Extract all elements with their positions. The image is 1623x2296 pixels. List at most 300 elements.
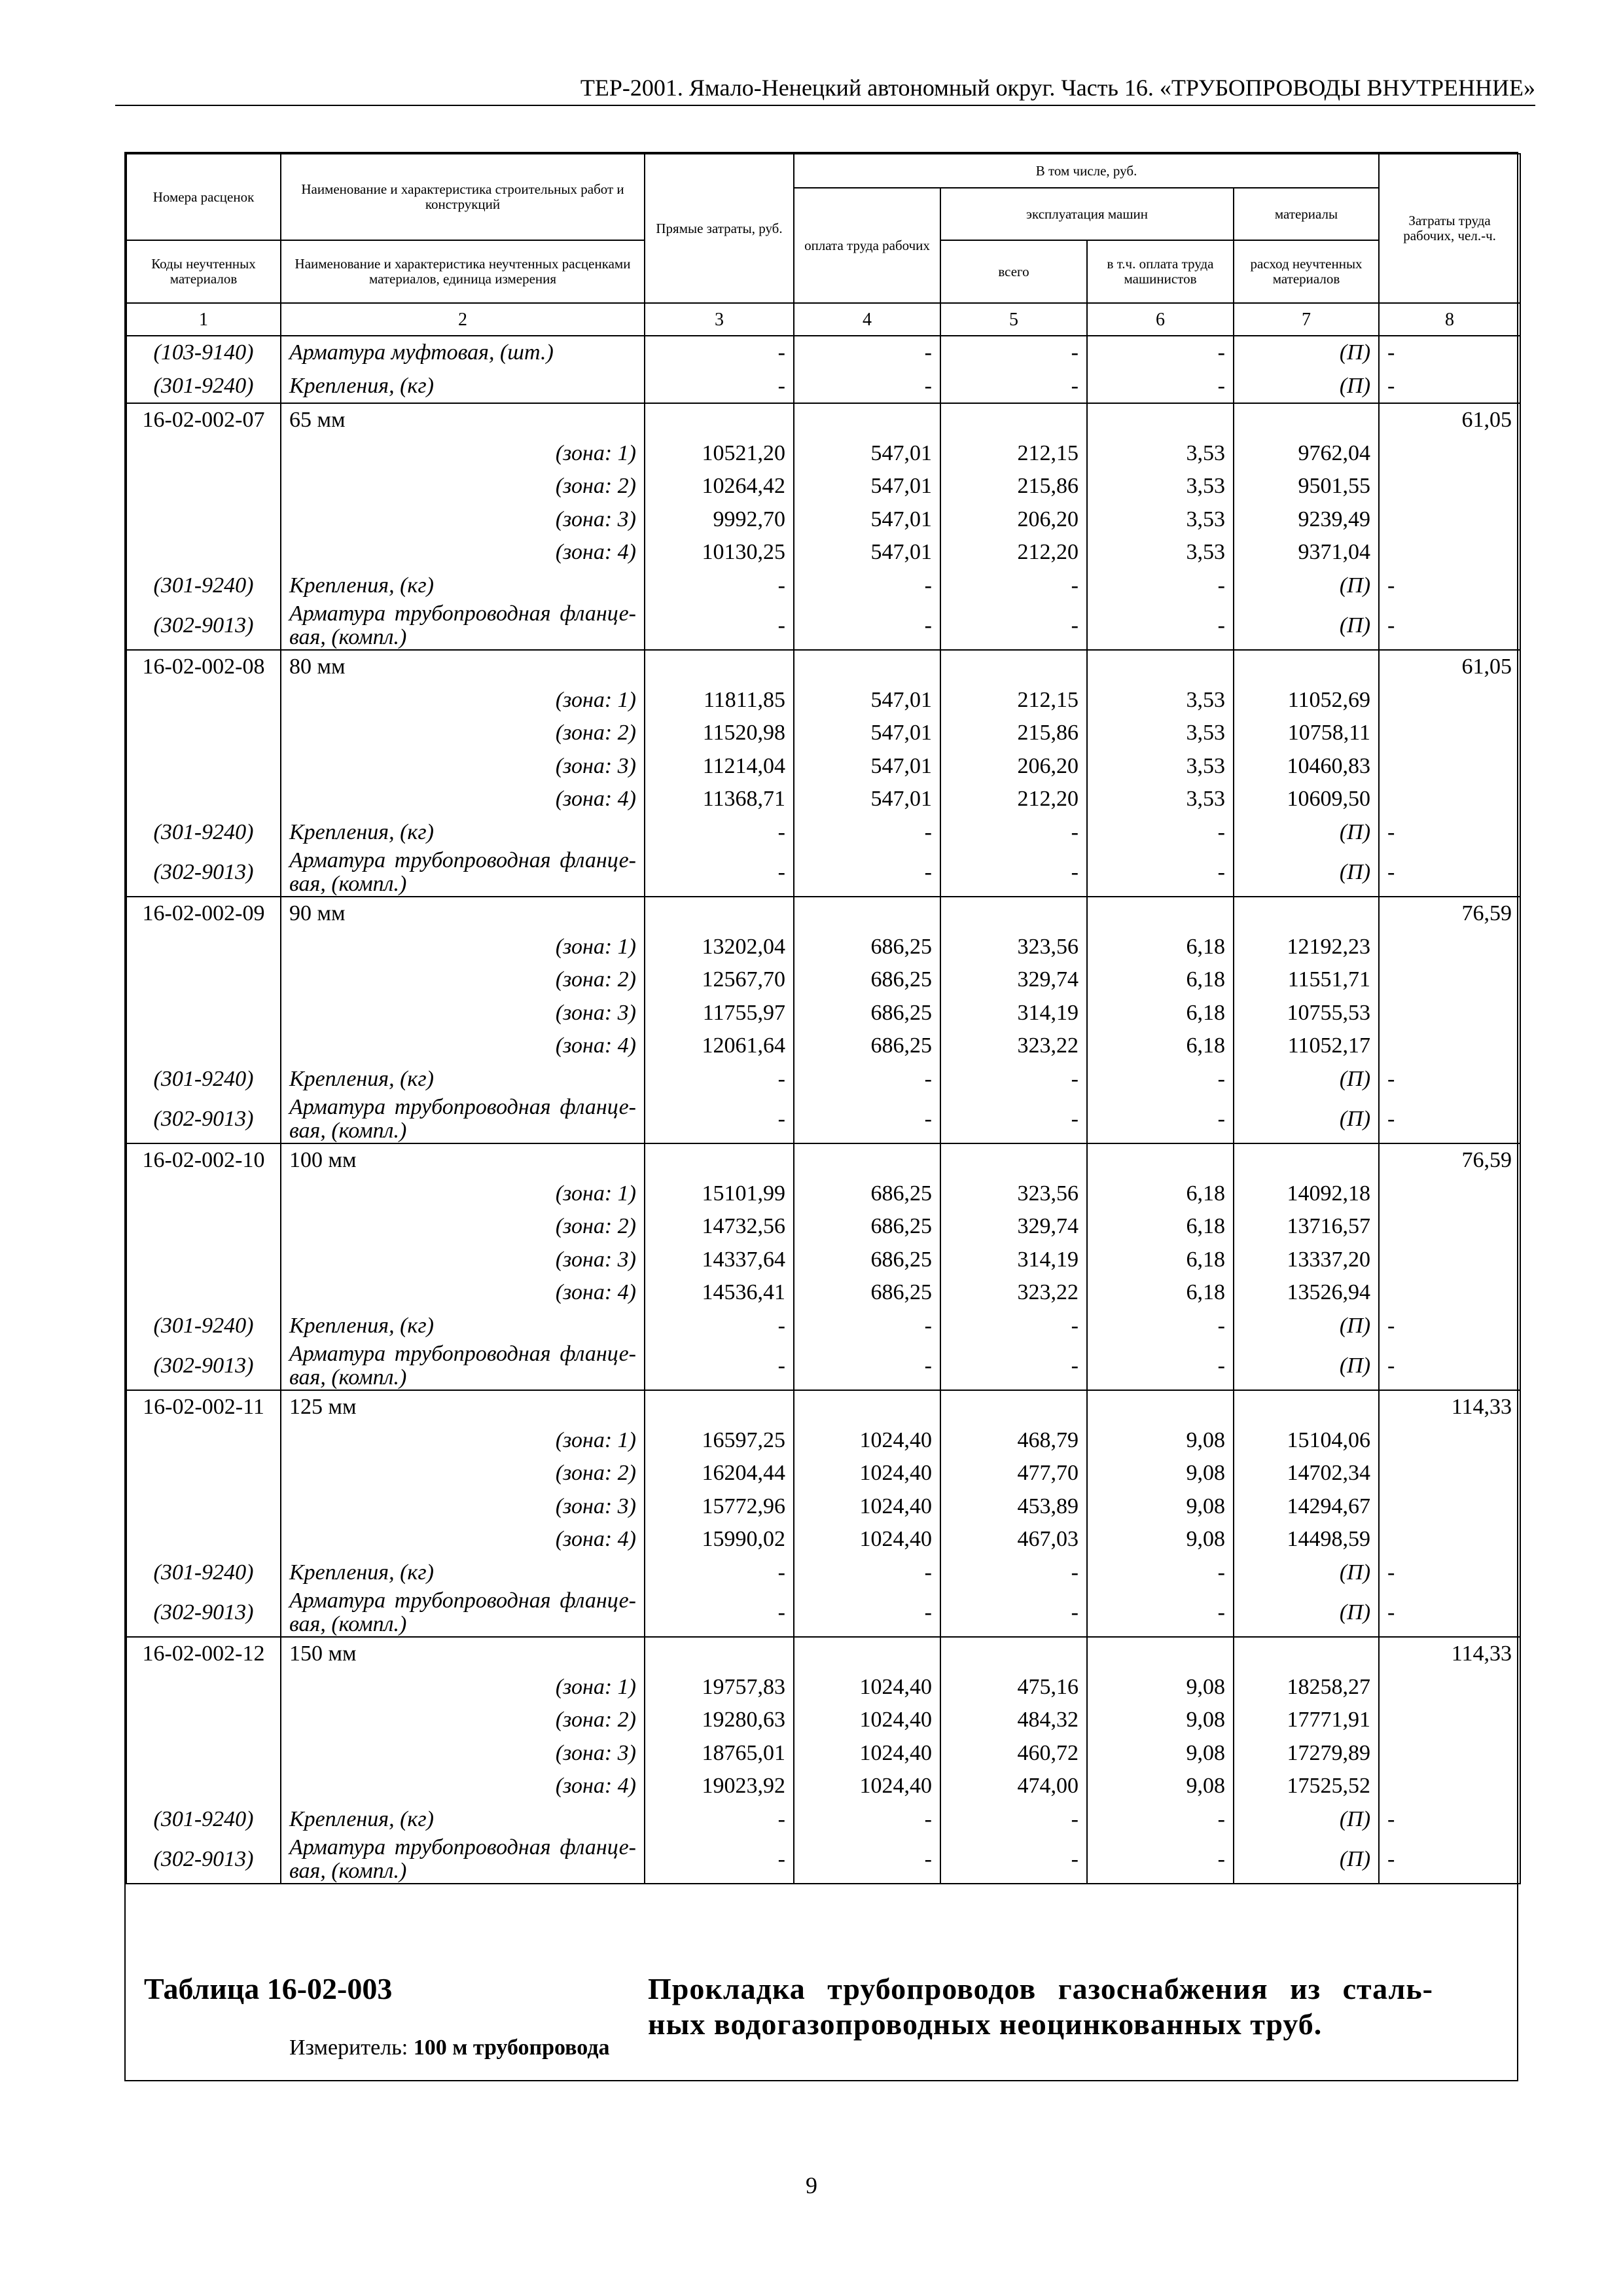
direct-cost: 13202,04 bbox=[645, 931, 794, 964]
labor-cost: 61,05 bbox=[1379, 403, 1520, 437]
material-name: Крепления, (кг) bbox=[281, 1803, 645, 1837]
direct-cost: 14732,56 bbox=[645, 1210, 794, 1244]
worker-wages: 1024,40 bbox=[794, 1457, 940, 1490]
material-row bbox=[126, 1096, 1520, 1143]
rates-table bbox=[126, 153, 1521, 1893]
empty-cell bbox=[940, 897, 1087, 931]
zone-row bbox=[126, 1490, 1520, 1524]
zone-row bbox=[126, 1244, 1520, 1277]
empty-cell bbox=[1379, 717, 1520, 750]
empty-cell bbox=[1234, 1637, 1379, 1671]
machine-wages: 9,08 bbox=[1087, 1424, 1234, 1458]
labor-cost: 76,59 bbox=[1379, 897, 1520, 931]
material-row bbox=[126, 1589, 1520, 1637]
machine-wages: 3,53 bbox=[1087, 470, 1234, 503]
materials-cost: 10460,83 bbox=[1234, 750, 1379, 783]
material-name: Крепления, (кг) bbox=[281, 816, 645, 850]
empty-cell bbox=[1087, 1637, 1234, 1671]
worker-wages: 1024,40 bbox=[794, 1424, 940, 1458]
rate-code: 16-02-002-07 bbox=[126, 403, 281, 437]
machine-wages: 9,08 bbox=[1087, 1523, 1234, 1556]
empty-cell bbox=[126, 997, 281, 1030]
worker-wages: 547,01 bbox=[794, 684, 940, 717]
machines-total: 484,32 bbox=[940, 1704, 1087, 1737]
materials-cost: 10758,11 bbox=[1234, 717, 1379, 750]
rate-size: 65 мм bbox=[281, 403, 645, 437]
empty-cell bbox=[1379, 503, 1520, 537]
materials-cost: (П) bbox=[1234, 1589, 1379, 1637]
labor-cost: - bbox=[1379, 1063, 1520, 1096]
material-code: (301-9240) bbox=[126, 1063, 281, 1096]
empty-cell bbox=[1234, 403, 1379, 437]
empty-cell bbox=[1234, 1390, 1379, 1424]
labor-cost: - bbox=[1379, 1836, 1520, 1884]
rate-code: 16-02-002-12 bbox=[126, 1637, 281, 1671]
labor-cost: - bbox=[1379, 1803, 1520, 1837]
worker-wages: - bbox=[794, 1096, 940, 1143]
materials-cost: 9501,55 bbox=[1234, 470, 1379, 503]
direct-cost: - bbox=[645, 1836, 794, 1884]
empty-cell bbox=[1379, 684, 1520, 717]
direct-cost: 9992,70 bbox=[645, 503, 794, 537]
empty-cell bbox=[794, 897, 940, 931]
worker-wages: - bbox=[794, 370, 940, 404]
material-code: (302-9013) bbox=[126, 849, 281, 897]
material-code: (302-9013) bbox=[126, 1836, 281, 1884]
direct-cost: - bbox=[645, 602, 794, 650]
empty-cell bbox=[794, 1390, 940, 1424]
empty-cell bbox=[1379, 997, 1520, 1030]
header-machines-total: всего bbox=[940, 240, 1087, 303]
material-name: Арматура трубопроводная фланце-вая, (компл.) bbox=[281, 602, 645, 650]
materials-cost: 10609,50 bbox=[1234, 783, 1379, 816]
machine-wages: 6,18 bbox=[1087, 963, 1234, 997]
empty-cell bbox=[1234, 650, 1379, 684]
direct-cost: 11520,98 bbox=[645, 717, 794, 750]
worker-wages: 547,01 bbox=[794, 470, 940, 503]
machines-total: 329,74 bbox=[940, 1210, 1087, 1244]
zone-row bbox=[126, 1671, 1520, 1704]
labor-cost: - bbox=[1379, 569, 1520, 603]
material-name: Арматура муфтовая, (шт.) bbox=[281, 336, 645, 370]
zone-row bbox=[126, 437, 1520, 471]
empty-cell bbox=[1379, 783, 1520, 816]
labor-cost: - bbox=[1379, 370, 1520, 404]
machines-total: 460,72 bbox=[940, 1737, 1087, 1770]
materials-cost: (П) bbox=[1234, 816, 1379, 850]
measure-line bbox=[289, 2036, 610, 2060]
rate-code: 16-02-002-10 bbox=[126, 1143, 281, 1177]
empty-cell bbox=[794, 650, 940, 684]
machine-wages: 3,53 bbox=[1087, 437, 1234, 471]
machines-total: - bbox=[940, 1803, 1087, 1837]
empty-cell bbox=[126, 931, 281, 964]
material-row bbox=[126, 569, 1520, 603]
worker-wages: 686,25 bbox=[794, 1177, 940, 1211]
materials-cost: 14702,34 bbox=[1234, 1457, 1379, 1490]
labor-cost: 61,05 bbox=[1379, 650, 1520, 684]
zone-row bbox=[126, 684, 1520, 717]
worker-wages: - bbox=[794, 569, 940, 603]
machines-total: 212,15 bbox=[940, 437, 1087, 471]
worker-wages: 686,25 bbox=[794, 1030, 940, 1063]
labor-cost: - bbox=[1379, 816, 1520, 850]
materials-cost: 17279,89 bbox=[1234, 1737, 1379, 1770]
zone-row bbox=[126, 931, 1520, 964]
machine-wages: 3,53 bbox=[1087, 684, 1234, 717]
machines-total: 215,86 bbox=[940, 470, 1087, 503]
machines-total: - bbox=[940, 1836, 1087, 1884]
zone-label: (зона: 4) bbox=[281, 1276, 645, 1310]
empty-cell bbox=[940, 1637, 1087, 1671]
machines-total: 314,19 bbox=[940, 997, 1087, 1030]
worker-wages: - bbox=[794, 602, 940, 650]
labor-cost: - bbox=[1379, 1310, 1520, 1343]
zone-label: (зона: 3) bbox=[281, 750, 645, 783]
direct-cost: 18765,01 bbox=[645, 1737, 794, 1770]
worker-wages: 547,01 bbox=[794, 750, 940, 783]
zone-row bbox=[126, 1704, 1520, 1737]
material-row bbox=[126, 816, 1520, 850]
machine-wages: 6,18 bbox=[1087, 1210, 1234, 1244]
materials-cost: 14498,59 bbox=[1234, 1523, 1379, 1556]
zone-label: (зона: 3) bbox=[281, 503, 645, 537]
direct-cost: 11755,97 bbox=[645, 997, 794, 1030]
empty-cell bbox=[645, 1390, 794, 1424]
empty-cell bbox=[940, 403, 1087, 437]
zone-row bbox=[126, 1276, 1520, 1310]
material-name: Арматура трубопроводная фланце-вая, (компл.) bbox=[281, 1836, 645, 1884]
machine-wages: - bbox=[1087, 569, 1234, 603]
materials-cost: (П) bbox=[1234, 602, 1379, 650]
machines-total: - bbox=[940, 370, 1087, 404]
material-code: (301-9240) bbox=[126, 1310, 281, 1343]
empty-cell bbox=[126, 1030, 281, 1063]
empty-cell bbox=[126, 1704, 281, 1737]
empty-cell bbox=[1379, 437, 1520, 471]
empty-cell bbox=[126, 1210, 281, 1244]
material-code: (103-9140) bbox=[126, 336, 281, 370]
zone-label: (зона: 2) bbox=[281, 1704, 645, 1737]
empty-cell bbox=[126, 437, 281, 471]
machines-total: 453,89 bbox=[940, 1490, 1087, 1524]
material-code: (302-9013) bbox=[126, 1589, 281, 1637]
machine-wages: 6,18 bbox=[1087, 1276, 1234, 1310]
zone-row bbox=[126, 1737, 1520, 1770]
machine-wages: 3,53 bbox=[1087, 503, 1234, 537]
table-header bbox=[126, 154, 1520, 336]
empty-cell bbox=[126, 1490, 281, 1524]
machines-total: 323,56 bbox=[940, 1177, 1087, 1211]
table-caption bbox=[124, 1939, 1518, 2081]
empty-cell bbox=[645, 403, 794, 437]
worker-wages: 1024,40 bbox=[794, 1737, 940, 1770]
machines-total: - bbox=[940, 1310, 1087, 1343]
direct-cost: 19023,92 bbox=[645, 1770, 794, 1803]
machine-wages: 3,53 bbox=[1087, 783, 1234, 816]
machines-total: 467,03 bbox=[940, 1523, 1087, 1556]
rate-row bbox=[126, 650, 1520, 684]
worker-wages: 547,01 bbox=[794, 717, 940, 750]
empty-cell bbox=[126, 1424, 281, 1458]
direct-cost: 14337,64 bbox=[645, 1244, 794, 1277]
machines-total: 323,22 bbox=[940, 1276, 1087, 1310]
empty-cell bbox=[1379, 750, 1520, 783]
col-number: 7 bbox=[1234, 303, 1379, 336]
materials-cost: 12192,23 bbox=[1234, 931, 1379, 964]
material-row bbox=[126, 849, 1520, 897]
header-direct-costs: Прямые затраты, руб. bbox=[645, 154, 794, 303]
empty-cell bbox=[126, 1177, 281, 1211]
machine-wages: 9,08 bbox=[1087, 1671, 1234, 1704]
rate-size: 90 мм bbox=[281, 897, 645, 931]
zone-label: (зона: 1) bbox=[281, 1177, 645, 1211]
empty-cell bbox=[1379, 536, 1520, 569]
labor-cost: - bbox=[1379, 1342, 1520, 1390]
materials-cost: 14092,18 bbox=[1234, 1177, 1379, 1211]
direct-cost: 12567,70 bbox=[645, 963, 794, 997]
worker-wages: 686,25 bbox=[794, 997, 940, 1030]
empty-cell bbox=[1087, 1143, 1234, 1177]
machines-total: 212,20 bbox=[940, 783, 1087, 816]
machines-total: - bbox=[940, 1342, 1087, 1390]
zone-label: (зона: 3) bbox=[281, 997, 645, 1030]
header-machines: эксплуатация машин bbox=[940, 188, 1234, 240]
worker-wages: 686,25 bbox=[794, 963, 940, 997]
material-row bbox=[126, 1063, 1520, 1096]
direct-cost: 10264,42 bbox=[645, 470, 794, 503]
direct-cost: - bbox=[645, 1556, 794, 1590]
material-code: (302-9013) bbox=[126, 602, 281, 650]
materials-cost: 9239,49 bbox=[1234, 503, 1379, 537]
machine-wages: 3,53 bbox=[1087, 750, 1234, 783]
empty-cell bbox=[1379, 1671, 1520, 1704]
labor-cost: - bbox=[1379, 336, 1520, 370]
empty-cell bbox=[126, 536, 281, 569]
direct-cost: - bbox=[645, 1063, 794, 1096]
material-code: (301-9240) bbox=[126, 370, 281, 404]
direct-cost: 10521,20 bbox=[645, 437, 794, 471]
worker-wages: 547,01 bbox=[794, 437, 940, 471]
col-number: 1 bbox=[126, 303, 281, 336]
measure-value: 100 м трубопровода bbox=[413, 2036, 610, 2060]
page-number: 9 bbox=[806, 2172, 817, 2198]
machines-total: - bbox=[940, 849, 1087, 897]
col-number: 5 bbox=[940, 303, 1087, 336]
worker-wages: - bbox=[794, 1556, 940, 1590]
worker-wages: 1024,40 bbox=[794, 1523, 940, 1556]
zone-label: (зона: 1) bbox=[281, 931, 645, 964]
labor-cost: - bbox=[1379, 849, 1520, 897]
machine-wages: - bbox=[1087, 1096, 1234, 1143]
zone-row bbox=[126, 1030, 1520, 1063]
zone-label: (зона: 4) bbox=[281, 783, 645, 816]
direct-cost: - bbox=[645, 1096, 794, 1143]
machines-total: - bbox=[940, 1063, 1087, 1096]
material-name: Арматура трубопроводная фланце-вая, (компл.) bbox=[281, 849, 645, 897]
zone-row bbox=[126, 503, 1520, 537]
machine-wages: - bbox=[1087, 849, 1234, 897]
materials-cost: 11052,17 bbox=[1234, 1030, 1379, 1063]
materials-cost: 13337,20 bbox=[1234, 1244, 1379, 1277]
rate-row bbox=[126, 1143, 1520, 1177]
worker-wages: 1024,40 bbox=[794, 1770, 940, 1803]
labor-cost: - bbox=[1379, 1556, 1520, 1590]
machines-total: 468,79 bbox=[940, 1424, 1087, 1458]
direct-cost: - bbox=[645, 1310, 794, 1343]
zone-row bbox=[126, 1770, 1520, 1803]
col-number: 6 bbox=[1087, 303, 1234, 336]
rate-size: 125 мм bbox=[281, 1390, 645, 1424]
direct-cost: 19280,63 bbox=[645, 1704, 794, 1737]
zone-label: (зона: 3) bbox=[281, 1244, 645, 1277]
direct-cost: - bbox=[645, 336, 794, 370]
zone-label: (зона: 4) bbox=[281, 1523, 645, 1556]
empty-cell bbox=[126, 963, 281, 997]
direct-cost: 15772,96 bbox=[645, 1490, 794, 1524]
materials-cost: 9762,04 bbox=[1234, 437, 1379, 471]
empty-cell bbox=[1234, 897, 1379, 931]
direct-cost: 15990,02 bbox=[645, 1523, 794, 1556]
machine-wages: 9,08 bbox=[1087, 1490, 1234, 1524]
materials-cost: (П) bbox=[1234, 336, 1379, 370]
zone-label: (зона: 1) bbox=[281, 1671, 645, 1704]
materials-cost: 18258,27 bbox=[1234, 1671, 1379, 1704]
machines-total: - bbox=[940, 602, 1087, 650]
machines-total: 206,20 bbox=[940, 750, 1087, 783]
materials-cost: (П) bbox=[1234, 1836, 1379, 1884]
header-col2-bottom: Наименование и характеристика неучтенных расценками материалов, единица измерения bbox=[281, 240, 645, 303]
worker-wages: 547,01 bbox=[794, 536, 940, 569]
col-number: 3 bbox=[645, 303, 794, 336]
header-machine-wages: в т.ч. оплата труда машинистов bbox=[1087, 240, 1234, 303]
worker-wages: 1024,40 bbox=[794, 1704, 940, 1737]
machines-total: - bbox=[940, 569, 1087, 603]
direct-cost: - bbox=[645, 1803, 794, 1837]
material-row bbox=[126, 1556, 1520, 1590]
empty-cell bbox=[1379, 470, 1520, 503]
empty-cell bbox=[1087, 1390, 1234, 1424]
zone-label: (зона: 4) bbox=[281, 1770, 645, 1803]
col-number: 2 bbox=[281, 303, 645, 336]
materials-cost: 11551,71 bbox=[1234, 963, 1379, 997]
empty-cell bbox=[1087, 650, 1234, 684]
zone-label: (зона: 3) bbox=[281, 1737, 645, 1770]
machines-total: 314,19 bbox=[940, 1244, 1087, 1277]
materials-cost: 10755,53 bbox=[1234, 997, 1379, 1030]
machines-total: 323,22 bbox=[940, 1030, 1087, 1063]
material-code: (301-9240) bbox=[126, 569, 281, 603]
worker-wages: - bbox=[794, 1803, 940, 1837]
header-col2-top: Наименование и характеристика строительных работ и конструкций bbox=[281, 154, 645, 240]
zone-row bbox=[126, 1424, 1520, 1458]
empty-cell bbox=[794, 1143, 940, 1177]
empty-cell bbox=[1087, 403, 1234, 437]
empty-cell bbox=[1379, 1457, 1520, 1490]
machine-wages: 9,08 bbox=[1087, 1457, 1234, 1490]
material-row bbox=[126, 1836, 1520, 1884]
direct-cost: 14536,41 bbox=[645, 1276, 794, 1310]
machine-wages: - bbox=[1087, 1803, 1234, 1837]
machine-wages: - bbox=[1087, 1589, 1234, 1637]
measure-label: Измеритель: bbox=[289, 2036, 408, 2060]
worker-wages: - bbox=[794, 1836, 940, 1884]
worker-wages: - bbox=[794, 1342, 940, 1390]
direct-cost: - bbox=[645, 1589, 794, 1637]
empty-cell bbox=[126, 783, 281, 816]
machine-wages: 6,18 bbox=[1087, 931, 1234, 964]
empty-cell bbox=[126, 1276, 281, 1310]
header-materials-sub: расход неучтенных материалов bbox=[1234, 240, 1379, 303]
machine-wages: - bbox=[1087, 370, 1234, 404]
machine-wages: 9,08 bbox=[1087, 1704, 1234, 1737]
zone-label: (зона: 1) bbox=[281, 437, 645, 471]
empty-cell bbox=[1379, 931, 1520, 964]
empty-cell bbox=[1379, 1770, 1520, 1803]
worker-wages: - bbox=[794, 1589, 940, 1637]
zone-row bbox=[126, 963, 1520, 997]
worker-wages: - bbox=[794, 1310, 940, 1343]
empty-cell bbox=[126, 1523, 281, 1556]
direct-cost: 19757,83 bbox=[645, 1671, 794, 1704]
worker-wages: 547,01 bbox=[794, 503, 940, 537]
zone-row bbox=[126, 536, 1520, 569]
materials-cost: 17771,91 bbox=[1234, 1704, 1379, 1737]
header-rule bbox=[115, 105, 1535, 106]
material-code: (301-9240) bbox=[126, 816, 281, 850]
material-row bbox=[126, 1342, 1520, 1390]
machine-wages: 9,08 bbox=[1087, 1737, 1234, 1770]
empty-cell bbox=[1379, 1276, 1520, 1310]
machines-total: 212,15 bbox=[940, 684, 1087, 717]
material-name: Крепления, (кг) bbox=[281, 1556, 645, 1590]
materials-cost: (П) bbox=[1234, 569, 1379, 603]
direct-cost: - bbox=[645, 816, 794, 850]
machines-total: 212,20 bbox=[940, 536, 1087, 569]
materials-cost: (П) bbox=[1234, 1310, 1379, 1343]
worker-wages: - bbox=[794, 1063, 940, 1096]
empty-cell bbox=[126, 717, 281, 750]
rate-size: 100 мм bbox=[281, 1143, 645, 1177]
zone-label: (зона: 4) bbox=[281, 536, 645, 569]
machine-wages: 6,18 bbox=[1087, 1177, 1234, 1211]
material-row bbox=[126, 1803, 1520, 1837]
materials-cost: (П) bbox=[1234, 1063, 1379, 1096]
empty-cell bbox=[1379, 1177, 1520, 1211]
machine-wages: - bbox=[1087, 602, 1234, 650]
direct-cost: 11214,04 bbox=[645, 750, 794, 783]
table-label: Таблица 16-02-003 bbox=[144, 1972, 393, 2005]
materials-cost: 17525,52 bbox=[1234, 1770, 1379, 1803]
empty-cell bbox=[1379, 1210, 1520, 1244]
empty-cell bbox=[1379, 1424, 1520, 1458]
empty-cell bbox=[126, 684, 281, 717]
empty-cell bbox=[645, 1143, 794, 1177]
machine-wages: 6,18 bbox=[1087, 1030, 1234, 1063]
materials-cost: (П) bbox=[1234, 1556, 1379, 1590]
direct-cost: 10130,25 bbox=[645, 536, 794, 569]
zone-label: (зона: 2) bbox=[281, 470, 645, 503]
rate-row bbox=[126, 403, 1520, 437]
empty-cell bbox=[126, 1884, 1520, 1893]
empty-cell bbox=[940, 1143, 1087, 1177]
zone-label: (зона: 2) bbox=[281, 717, 645, 750]
table-title: Прокладка трубопроводов газоснабжения из сталь-ных водогазопроводных неоцинкованных труб. bbox=[648, 1972, 1433, 2041]
col-number: 4 bbox=[794, 303, 940, 336]
empty-cell bbox=[1379, 1490, 1520, 1524]
machines-total: - bbox=[940, 1556, 1087, 1590]
material-name: Арматура трубопроводная фланце-вая, (компл.) bbox=[281, 1589, 645, 1637]
